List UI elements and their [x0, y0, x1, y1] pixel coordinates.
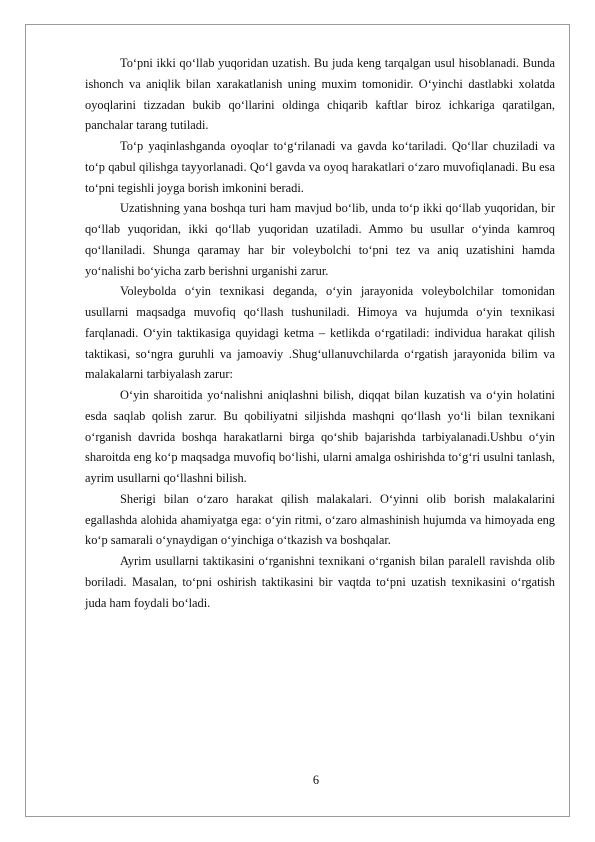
page-number: 6 [312, 773, 320, 787]
paragraph-game-conditions: O‘yin sharoitida yo‘nalishni aniqlashni bilish, diqqat bilan kuzatish va o‘yin holatini esda saqlab qolish zarur. Bu qobiliyatni siljishda mashqni qo‘llash yo‘li bilan texnikani o‘rganish davrida boshqa harakatlarni birga qo‘shib bajarishda tarbiyalanadi.Ushbu o‘yin sharoitda eng ko‘p maqsadga muvofiq bo‘lishi, ularni amalga oshirishda to‘g‘ri usulni tanlash, ayrim usullarni qo‘llashni bilish. [85, 388, 555, 485]
paragraph-game-technique: Voleybolda o‘yin texnikasi deganda, o‘yin jarayonida voleybolchilar tomonidan usullarni maqsadga muvofiq qo‘llash tushuniladi. Himoya va hujumda o‘yin texnikasi farqlanadi. O‘yin taktikasiga quyidagi ketma – ketlikda o‘rgatiladi: individua harakat qilish taktikasi, so‘ngra guruhli va jamoaviy .Shug‘ullanuvchilarda o‘rgatish jarayonida bilim va malakalarni tarbiyalash zarur: [85, 284, 555, 382]
paragraph-passing-types: Uzatishning yana boshqa turi ham mavjud bo‘lib, unda to‘p ikki qo‘llab yuqoridan, bir qo‘llab yuqoridan, ikki qo‘llab yuqoridan uzatiladi. Ammo bu usullar o‘yinda kamroq qo‘llaniladi. Shunga qaramay har bir voleybolchi to‘pni tez va aniq uzatishini hamda yo‘nalishi bo‘yicha zarb berishni urganishi zarur. [85, 201, 555, 278]
paragraph-passing-overhead: To‘pni ikki qo‘llab yuqoridan uzatish. Bu juda keng tarqalgan usul hisoblanadi. Bunda ishonch va aniqlik bilan xarakatlanish uning muxim tomonidir. O‘yinchi dastlabki xolatda oyoqlarini tizzadan bukib qo‘llarini oldinga chiqarib kaftlar biroz ichkariga qaratilgan, panchalar tarang tutiladi. [85, 56, 555, 133]
paragraph-partner-interaction: Sherigi bilan o‘zaro harakat qilish malakalari. O‘yinni olib borish malakalarini egallashda alohida ahamiyatga ega: o‘yin ritmi, o‘zaro almashinish hujumda va himoyada eng ko‘p samarali o‘ynaydigan o‘yinchiga o‘tkazish va boshqalar. [85, 491, 555, 548]
paragraph-tactics-learning: Ayrim usullarni taktikasini o‘rganishni texnikani o‘rganish bilan paralell ravishda olib boriladi. Masalan, to‘pni oshirish taktikasini bir vaqtda to‘pni uzatish texnikasini o‘rgatish juda ham foydali bo‘ladi. [85, 554, 555, 610]
paragraph-ball-approach: To‘p yaqinlashganda oyoqlar to‘g‘rilanadi va gavda ko‘tariladi. Qo‘llar chuziladi va to‘p qabul qilishga tayyorlanadi. Qo‘l gavda va oyoq harakatlari o‘zaro muvofiqlanadi. Bu esa to‘pni tegishli joyga borish imkonini beradi. [85, 139, 555, 195]
document-body [85, 53, 555, 613]
